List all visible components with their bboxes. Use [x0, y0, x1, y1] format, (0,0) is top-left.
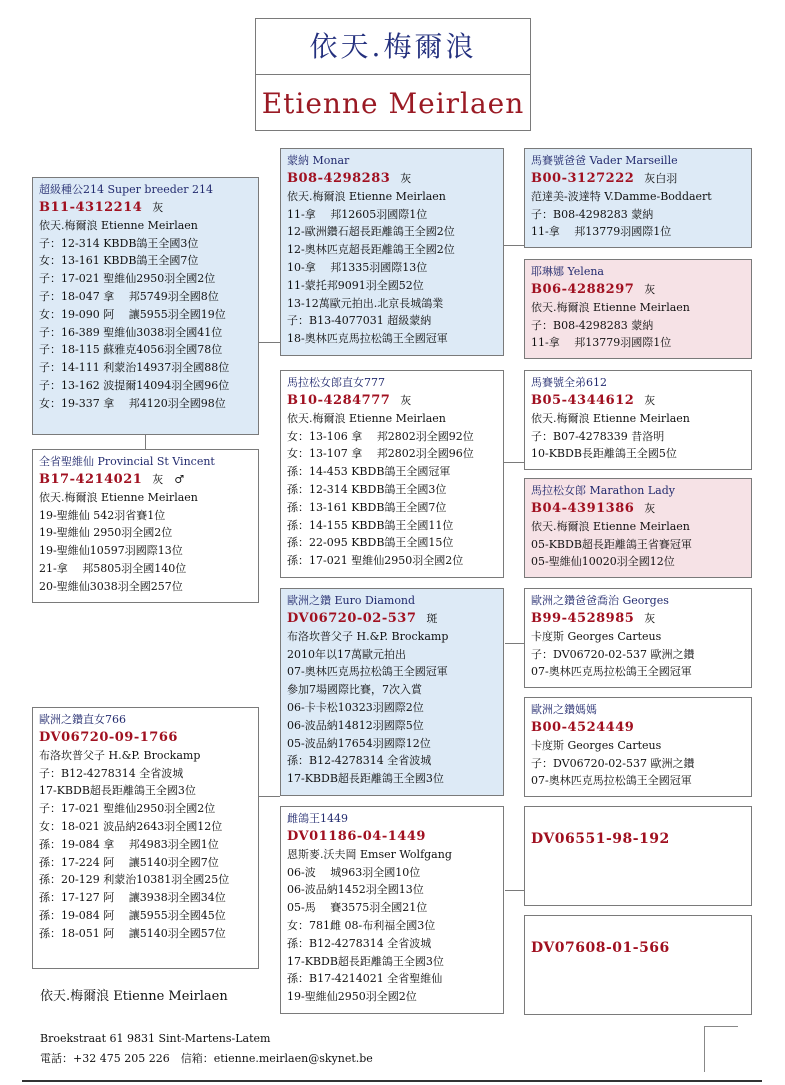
pedigree-line: 參加7場國際比賽，7次入賞 — [287, 683, 422, 697]
pedigree-line: 卡度斯 Georges Carteus — [531, 629, 662, 643]
pedigree-line: 子：DV06720-02-537 歐洲之鑽 — [531, 756, 695, 770]
pedigree-line: 孫：19-084 阿 讓5955羽全國45位 — [39, 908, 226, 922]
footer-contact: 電話：+32 475 205 226 信箱：etienne.meirlaen@skynet.be — [40, 1052, 373, 1065]
pedigree-line: 07-奧林匹克馬拉松鴿王全國冠軍 — [531, 774, 692, 788]
ring-number: B00-4524449 — [531, 719, 635, 735]
pedigree-line: 10-拿 邦1335羽國際13位 — [287, 260, 428, 274]
pedigree-line: 卡度斯 Georges Carteus — [531, 738, 662, 752]
pedigree-line: 子：18-047 拿 邦5749羽全國8位 — [39, 289, 219, 303]
ring-number: B05-4344612 — [531, 392, 635, 408]
pedigree-line: 孫：17-021 聖維仙2950羽全國2位 — [287, 554, 464, 568]
pedigree-lines — [531, 410, 745, 463]
pedigree-lines — [531, 188, 745, 241]
pedigree-line: 子：12-314 KBDB鴿王全國3位 — [39, 236, 199, 250]
pedigree-line: 依天.梅爾浪 Etienne Meirlaen — [531, 519, 690, 533]
connector-line — [259, 796, 280, 797]
grandsire-ring-number — [287, 170, 497, 188]
ggp-heading: 馬賽號爸爸 Vader Marseille — [531, 154, 678, 167]
pedigree-line: 19-聖維仙 2950羽全國2位 — [39, 526, 173, 540]
pedigree-line: 20-聖維仙3038羽全國257位 — [39, 579, 183, 593]
pedigree-line: 孫：22-095 KBDB鴿王全國15位 — [287, 536, 454, 550]
pedigree-lines — [39, 489, 252, 596]
color-label: 灰 — [644, 501, 656, 515]
ggp-heading: 歐洲之鑽媽媽 — [531, 703, 597, 716]
title-block — [255, 18, 531, 131]
granddam-ring-number — [287, 392, 497, 410]
breeder-name-chinese: 依天.梅爾浪 — [256, 19, 530, 75]
connector-line — [505, 643, 524, 644]
color-label: 斑 — [426, 611, 438, 625]
pedigree-line: 21-拿 邦5805羽全國140位 — [39, 561, 187, 575]
ggp-georges-box — [524, 588, 752, 688]
pedigree-line: 孫：B17-4214021 全省聖維仙 — [287, 972, 443, 986]
pedigree-line: 05-聖維仙10020羽全國12位 — [531, 555, 675, 569]
pedigree-line: 06-卡卡松10323羽國際2位 — [287, 700, 424, 714]
ring-number: B08-4298283 — [287, 170, 391, 186]
pedigree-line: 11-拿 邦13779羽國際1位 — [531, 336, 672, 350]
pedigree-line: 13-12萬歐元拍出.北京長城鴿業 — [287, 296, 444, 310]
color-label: 灰 ♂ — [152, 472, 185, 486]
pedigree-line: 孫：17-224 阿 讓5140羽全國7位 — [39, 855, 219, 869]
euro-diamond-box — [280, 588, 504, 796]
euro-diamond-ring-number — [287, 610, 497, 628]
ggp-heading: 耶琳娜 Yelena — [531, 265, 604, 278]
ggp-ring-number — [531, 170, 745, 188]
grandsire-box — [280, 148, 504, 356]
pedigree-line: 05-KBDB超長距離鴿王省賽冠軍 — [531, 537, 692, 551]
pedigree-line: 恩斯麥.沃夫岡 Emser Wolfgang — [287, 847, 452, 861]
dam-heading: 全省聖維仙 Provincial St Vincent — [39, 455, 215, 468]
bottom-rule — [22, 1080, 762, 1082]
pedigree-line: 11-拿 邦12605羽國際1位 — [287, 207, 428, 221]
pedigree-line: 子：14-111 利蒙治14937羽全國88位 — [39, 361, 230, 375]
pedigree-line: 依天.梅爾浪 Etienne Meirlaen — [287, 411, 446, 425]
ggp-heading: 馬拉松女郎 Marathon Lady — [531, 484, 675, 497]
color-label: 灰 — [644, 393, 656, 407]
pedigree-lines — [287, 410, 497, 570]
ggp-ring-number — [531, 719, 745, 737]
pedigree-line: 布洛坎普父子 H.&P. Brockamp — [39, 748, 201, 762]
pedigree-line: 孫：14-155 KBDB鴿王全國11位 — [287, 518, 454, 532]
color-label: 灰 — [644, 282, 656, 296]
ggp-yelena-box — [524, 259, 752, 359]
pedigree-line: 12-奧林匹克超長距離鴿王全國2位 — [287, 243, 455, 257]
pedigree-line: 06-波品納14812羽國際5位 — [287, 718, 424, 732]
grand-dam-ring-number — [39, 729, 252, 747]
color-label: 灰 — [152, 200, 164, 214]
queen-hen-heading: 雌鴿王1449 — [287, 812, 348, 825]
ggp-heading: 馬賽號全弟612 — [531, 376, 607, 389]
pedigree-line: 孫：12-314 KBDB鴿王全國3位 — [287, 482, 447, 496]
pedigree-line: 06-波 城963羽全國10位 — [287, 865, 421, 879]
dam-box — [32, 449, 259, 603]
pedigree-line: 11-拿 邦13779羽國際1位 — [531, 225, 672, 239]
ring-number: B17-4214021 — [39, 471, 143, 487]
pedigree-line: 孫：18-051 阿 讓5140羽全國57位 — [39, 926, 226, 940]
queen-hen-ring-number — [287, 828, 497, 846]
ggp-ring-number — [531, 392, 745, 410]
pedigree-line: 孫：13-161 KBDB鴿王全國7位 — [287, 500, 447, 514]
ring-number: B99-4528985 — [531, 610, 635, 626]
pedigree-line: 子：B07-4278339 昔洛明 — [531, 429, 665, 443]
ggp-diamond-mother-box — [524, 697, 752, 797]
pedigree-line: 女：13-161 KBDB鴿王全國7位 — [39, 254, 199, 268]
pedigree-lines — [531, 299, 745, 352]
color-label: 灰 — [644, 611, 656, 625]
pedigree-line: 19-聖維仙2950羽全國2位 — [287, 990, 417, 1004]
corner-mark — [704, 1026, 738, 1072]
pedigree-line: 女：13-107 拿 邦2802羽全國96位 — [287, 447, 474, 461]
pedigree-line: 12-歐洲鑽石超長距離鴿王全國2位 — [287, 225, 455, 239]
pedigree-line: 19-聖維仙10597羽國際13位 — [39, 544, 183, 558]
ggp-ring-number: DV06551-98-192 — [531, 831, 670, 847]
pedigree-line: 孫：14-453 KBDB鴿王全國冠軍 — [287, 465, 451, 479]
footer-address: Broekstraat 61 9831 Sint-Martens-Latem — [40, 1032, 271, 1045]
pedigree-line: 女：13-106 拿 邦2802羽全國92位 — [287, 429, 474, 443]
ggp-ring-number: DV07608-01-566 — [531, 940, 670, 956]
pedigree-lines — [531, 628, 745, 681]
pedigree-line: 布洛坎普父子 H.&P. Brockamp — [287, 629, 449, 643]
pedigree-line: 女：781雌 08-布利福全國3位 — [287, 918, 436, 932]
color-label: 灰 — [400, 171, 412, 185]
ggp-marseille-brother-box — [524, 370, 752, 470]
connector-line — [505, 890, 524, 891]
ring-number: DV06720-09-1766 — [39, 729, 178, 745]
pedigree-line: 10-KBDB長距離鴿王全國5位 — [531, 447, 677, 461]
pedigree-line: 07-奧林匹克馬拉松鴿王全國冠軍 — [531, 665, 692, 679]
breeder-name-english: Etienne Meirlaen — [261, 87, 525, 120]
pedigree-line: 女：18-021 波品納2643羽全國12位 — [39, 819, 223, 833]
pedigree-line: 子：13-162 波提爾14094羽全國96位 — [39, 378, 230, 392]
ring-number: B10-4284777 — [287, 392, 391, 408]
ggp-ring-number — [531, 281, 745, 299]
sire-heading: 超級種公214 Super breeder 214 — [39, 183, 214, 196]
footer-breeder-name: 依天.梅爾浪 Etienne Meirlaen — [40, 989, 228, 1004]
sire-box — [32, 177, 259, 435]
euro-diamond-heading: 歐洲之鑽 Euro Diamond — [287, 594, 416, 607]
pedigree-line: 依天.梅爾浪 Etienne Meirlaen — [531, 411, 690, 425]
ggp-box-8 — [524, 915, 752, 1015]
pedigree-line: 子：B12-4278314 全省波城 — [39, 766, 184, 780]
ring-number: B06-4288297 — [531, 281, 635, 297]
granddam-box — [280, 370, 504, 578]
connector-line — [259, 342, 280, 343]
ring-number: DV01186-04-1449 — [287, 828, 426, 844]
pedigree-line: 孫：B12-4278314 全省波城 — [287, 936, 432, 950]
pedigree-line: 子：B08-4298283 蒙納 — [531, 207, 654, 221]
pedigree-line: 17-KBDB超長距離鴿王全國3位 — [287, 772, 444, 786]
pedigree-line: 依天.梅爾浪 Etienne Meirlaen — [39, 218, 198, 232]
color-label: 灰白羽 — [644, 171, 678, 185]
grand-dam-box — [32, 707, 259, 969]
color-label: 灰 — [400, 393, 412, 407]
pedigree-lines — [287, 846, 497, 1006]
pedigree-line: 05-波品納17654羽國際12位 — [287, 736, 431, 750]
pedigree-line: 依天.梅爾浪 Etienne Meirlaen — [39, 490, 198, 504]
pedigree-line: 范達美-波達特 V.Damme-Boddaert — [531, 189, 712, 203]
ggp-ring-number — [531, 500, 745, 518]
pedigree-line: 子：B08-4298283 蒙納 — [531, 318, 654, 332]
pedigree-line: 子：DV06720-02-537 歐洲之鑽 — [531, 647, 695, 661]
pedigree-line: 孫：19-084 拿 邦4983羽全國1位 — [39, 837, 219, 851]
pedigree-line: 孫：20-129 利蒙治10381羽全國25位 — [39, 873, 230, 887]
pedigree-lines — [287, 628, 497, 788]
pedigree-line: 子：B13-4077031 超級蒙納 — [287, 314, 432, 328]
pedigree-line: 17-KBDB超長距離鴿王全國3位 — [287, 954, 444, 968]
pedigree-line: 11-蒙托邦9091羽全國52位 — [287, 278, 424, 292]
ring-number: DV06720-02-537 — [287, 610, 417, 626]
pedigree-lines — [39, 217, 252, 413]
pedigree-line: 孫：17-127 阿 讓3938羽全國34位 — [39, 891, 226, 905]
pedigree-line: 子：18-115 蘇雅克4056羽全國78位 — [39, 343, 223, 357]
ring-number: B11-4312214 — [39, 199, 143, 215]
grandsire-heading: 蒙納 Monar — [287, 154, 350, 167]
pedigree-line: 子：16-389 聖維仙3038羽全國41位 — [39, 325, 223, 339]
pedigree-line: 07-奧林匹克馬拉松鴿王全國冠軍 — [287, 665, 448, 679]
ggp-box-7 — [524, 806, 752, 906]
grand-dam-heading: 歐洲之鑽直女766 — [39, 713, 126, 726]
pedigree-line: 依天.梅爾浪 Etienne Meirlaen — [287, 189, 446, 203]
pedigree-line: 17-KBDB超長距離鴿王全國3位 — [39, 784, 196, 798]
connector-line — [145, 435, 146, 449]
pedigree-line: 18-奧林匹克馬拉松鴿王全國冠軍 — [287, 332, 448, 346]
ggp-heading: 歐洲之鑽爸爸喬治 Georges — [531, 594, 669, 607]
pedigree-line: 子：17-021 聖維仙2950羽全國2位 — [39, 272, 216, 286]
ggp-ring-number — [531, 610, 745, 628]
pedigree-lines — [287, 188, 497, 348]
pedigree-line: 19-聖維仙 542羽省賽1位 — [39, 508, 166, 522]
pedigree-line: 05-馬 賽3575羽全國21位 — [287, 901, 428, 915]
pedigree-line: 女：19-337 拿 邦4120羽全國98位 — [39, 396, 226, 410]
ggp-vader-marseille-box — [524, 148, 752, 248]
dam-ring-number — [39, 471, 252, 489]
pedigree-line: 依天.梅爾浪 Etienne Meirlaen — [531, 300, 690, 314]
pedigree-lines — [531, 518, 745, 571]
sire-ring-number — [39, 199, 252, 217]
pedigree-line: 孫：B12-4278314 全省波城 — [287, 754, 432, 768]
granddam-heading: 馬拉松女郎直女777 — [287, 376, 385, 389]
pedigree-line: 子：17-021 聖維仙2950羽全國2位 — [39, 802, 216, 816]
pedigree-line: 06-波品納1452羽全國13位 — [287, 883, 424, 897]
ggp-marathon-lady-box — [524, 478, 752, 578]
ring-number: B04-4391386 — [531, 500, 635, 516]
connector-line — [502, 462, 524, 463]
pedigree-line: 女：19-090 阿 讓5955羽全國19位 — [39, 307, 226, 321]
pedigree-line: 2010年以17萬歐元拍出 — [287, 647, 406, 661]
pedigree-lines — [531, 737, 745, 790]
connector-line — [502, 245, 524, 246]
pedigree-lines — [39, 747, 252, 943]
ring-number: B00-3127222 — [531, 170, 635, 186]
queen-hen-box — [280, 806, 504, 1014]
